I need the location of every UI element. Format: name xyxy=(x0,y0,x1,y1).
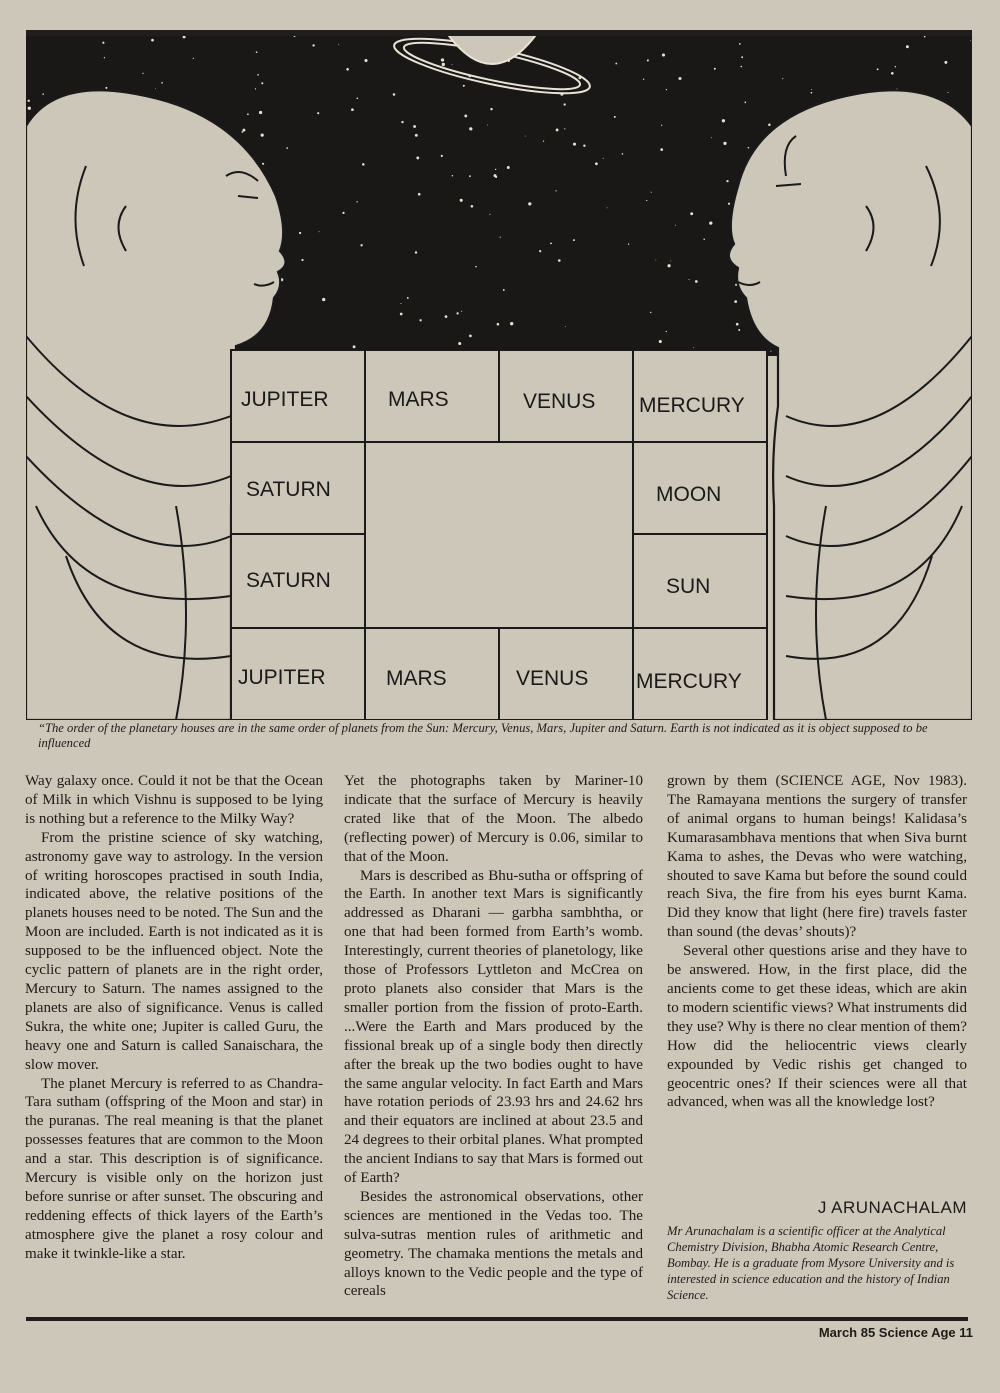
col2-para-2: Mars is described as Bhu-sutha or offspring of the Earth. In another text Mars is significantly addressed as Dharani — garbha sambhtha, or one that had been formed from Earth’s womb. Interestingly, current theories of planetology, like those of Professors Lyttleton and McCrea on proto planets also consider that Mars is the smaller portion from the fission of proto-Earth. ...Were the Earth and Mars produced by the fissional break up of a single body then directly after the break up the two bodies ought to have the same angular velocity. In fact Earth and Mars have rotation periods of 23.93 hrs and 24.62 hrs and their equators are inclined at about 23.5 and 24 degrees to their orbital planes. What prompted the ancient Indians to say that Mars is formed out of Earth? xyxy=(344,867,643,1187)
bottom-rule xyxy=(26,1317,968,1321)
col2-para-1: Yet the photographs taken by Mariner-10 indicate that the surface of Mercury is heavily crated like that of the Moon. The albedo (reflecting power) of Mercury is 0.06, similar to that of the Moon. xyxy=(344,773,643,865)
col1-para-3: The planet Mercury is referred to as Chandra-Tara sutham (offspring of the Moon and star) in the puranas. The real meaning is that the planet possesses features that are common to the Moon and a star. This description is of significance. Mercury is visible only on the horizon just before sunrise or after sunset. The obscuring and reddening effects of thick layers of the Earth’s atmosphere give the planet a rosy colour and make it twinkle-like a star. xyxy=(25,1075,323,1262)
author-name: J ARUNACHALAM xyxy=(817,1198,967,1217)
grid-left-1: SATURN xyxy=(246,478,331,501)
column-1 xyxy=(25,772,323,1264)
grid-bottom-3: VENUS xyxy=(516,667,589,690)
grid-left-2: SATURN xyxy=(246,569,331,592)
grid-bottom-1: JUPITER xyxy=(238,666,326,689)
column-2 xyxy=(344,772,643,1301)
col2-para-3: Besides the astronomical observations, other sciences are mentioned in the Vedas too. The sulva-sutras mention rules of arithmetic and geometry. The chamaka mentions the metals and alloys known to the Vedic people and the type of cereals xyxy=(344,1188,643,1300)
col1-para-1: Way galaxy once. Could it not be that the Ocean of Milk in which Vishnu is supposed to be lying is nothing but a reference to the Milky Way? xyxy=(25,773,323,827)
grid-top-2: MARS xyxy=(388,388,449,411)
author-bio: Mr Arunachalam is a scientific officer at the Analytical Chemistry Division, Bhabha Atomic Research Centre, Bombay. He is a graduate from Mysore University and is interested in science education and the history of Indian Science. xyxy=(667,1224,955,1302)
grid-right-1: MOON xyxy=(656,483,722,506)
page-footer: March 85 Science Age 11 xyxy=(818,1325,973,1340)
grid-right-2: SUN xyxy=(666,575,711,598)
grid-top-4: MERCURY xyxy=(639,394,745,417)
grid-top-3: VENUS xyxy=(523,390,596,413)
astrology-illustration xyxy=(26,36,972,720)
col3-para-2: Several other questions arise and they have to be answered. How, in the first place, did the ancients come to get these ideas, which are akin to modern scientific views? What instruments did they use? Why is there no clear mention of them? How did the heliocentric views clearly expounded by Vedic rishis get changed to geocentric ones? If their sciences were all that advanced, when was all the knowledge lost? xyxy=(667,943,967,1111)
figure-caption: “The order of the planetary houses are in the same order of planets from the Sun: Mercury, Venus, Mars, Jupiter and Saturn. Earth is not indicated as it is object supposed to be influenced xyxy=(38,721,928,750)
grid-bottom-4: MERCURY xyxy=(636,670,742,693)
column-3 xyxy=(667,772,967,1112)
grid-top-1: JUPITER xyxy=(241,388,329,411)
col3-para-1: grown by them (SCIENCE AGE, Nov 1983). The Ramayana mentions the surgery of transfer of animal organs to human beings! Kalidasa’s Kumarasambhava mentions that when Siva burnt Kama to ashes, the Devas who were watching, shouted to save Kama but before the sound could reach Siva, the fire from his eyes burnt Kama. Did they know that light (here fire) travels faster than sound (the devas’ shouts)? xyxy=(667,773,967,941)
grid-bottom-2: MARS xyxy=(386,667,447,690)
col1-para-2: From the pristine science of sky watching, astronomy gave way to astrology. In the version of writing horoscopes practised in south India, indicated above, the relative positions of the planets houses need to be noted. The Sun and the Moon are included. Earth is not indicated as it is supposed to be the influenced object. Note the cyclic pattern of planets are in the right order, Mercury to Saturn. The names assigned to the planets are also of significance. Venus is called Sukra, the white one; Jupiter is called Guru, the heavy one and Saturn is called Sanaischara, the slow mover. xyxy=(25,829,323,1073)
